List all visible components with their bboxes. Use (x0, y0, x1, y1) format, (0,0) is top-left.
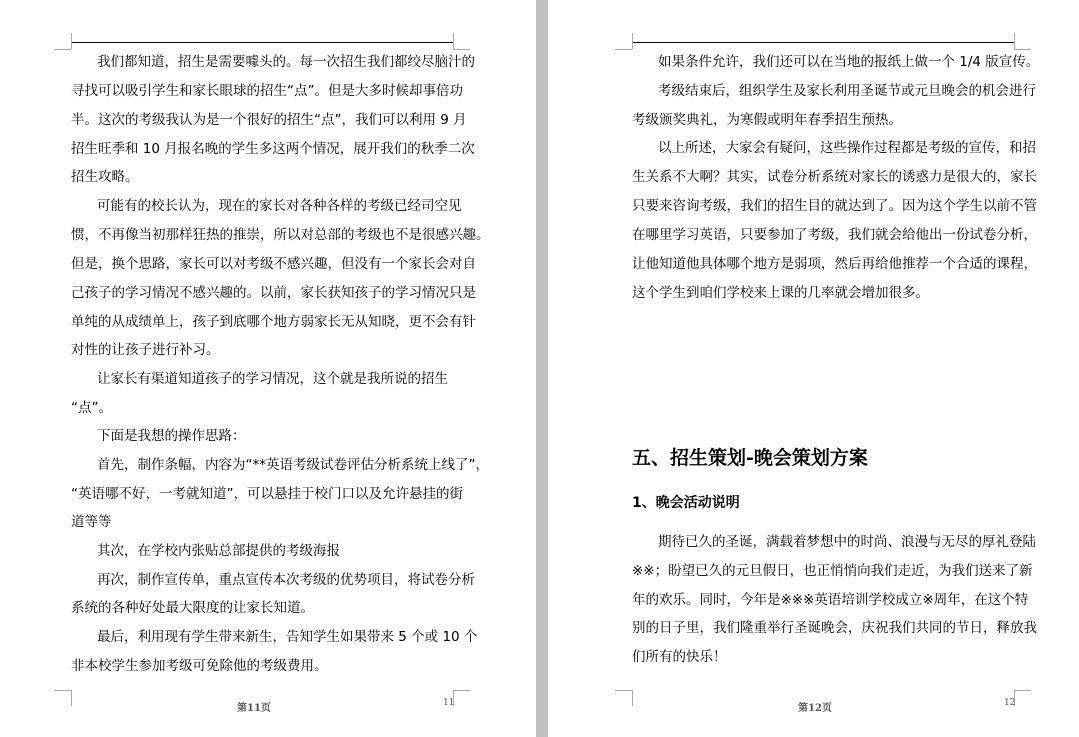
header-line (632, 42, 1014, 43)
corner-mark (1014, 49, 1031, 50)
corner-mark (54, 690, 71, 691)
text-line: 别的日子里，我们隆重举行圣诞晚会，庆祝我们共同的节日，释放我 (632, 620, 1037, 636)
text-line: 生关系不大啊？其实，试卷分析系统对家长的诱惑力是很大的，家长 (632, 169, 1037, 185)
text-line: 让家长有渠道知道孩子的学习情况，这个就是我所说的招生 (97, 371, 448, 387)
subsection-heading: 1、晚会活动说明 (632, 495, 740, 511)
text-line: 只要来咨询考级，我们的招生目的就达到了。因为这个学生以前不管 (632, 198, 1037, 214)
corner-mark (453, 49, 470, 50)
corner-mark (453, 690, 470, 691)
text-line: “英语哪不好，一考就知道”，可以悬挂于校门口以及允许悬挂的街 (71, 486, 463, 502)
text-line: 最后，利用现有学生带来新生，告知学生如果带来 5 个或 10 个 (97, 629, 478, 645)
text-line: 道等等 (71, 514, 112, 530)
text-line: 非本校学生参加考级可免除他的考级费用。 (71, 658, 328, 674)
text-line: 招生旺季和 10 月报名晚的学生多这两个情况，展开我们的秋季二次 (71, 141, 475, 157)
text-line: 单纯的从成绩单上，孩子到底哪个地方弱家长无从知晓，更不会有针 (71, 314, 476, 330)
text-line: 再次，制作宣传单，重点宣传本次考级的优势项目，将试卷分析 (97, 572, 475, 588)
text-line: 这个学生到咱们学校来上课的几率就会增加很多。 (632, 285, 929, 301)
text-line: 如果条件允许，我们还可以在当地的报纸上做一个 1/4 版宣传。 (658, 54, 1040, 70)
text-line: 己孩子的学习情况不感兴趣的。以前，家长获知孩子的学习情况只是 (71, 285, 476, 301)
section-heading: 五、招生策划-晚会策划方案 (632, 447, 868, 469)
text-line: “点”。 (71, 400, 112, 416)
text-line: 惯，不再像当初那样狂热的推崇，所以对总部的考级也不是很感兴趣。 (71, 227, 490, 243)
text-line: 系统的各种好处最大限度的让家长知道。 (71, 600, 314, 616)
page-number: 11 (443, 698, 455, 708)
text-line: 在哪里学习英语，只要参加了考级，我们就会给他出一份试卷分析， (632, 227, 1037, 243)
text-line: 首先，制作条幅，内容为“**英语考级试卷评估分析系统上线了”， (97, 457, 489, 473)
corner-mark (615, 690, 632, 691)
text-line: 我们都知道，招生是需要噱头的。每一次招生我们都绞尽脑汁的 (97, 54, 475, 70)
text-line: ※※；盼望已久的元旦假日，也正悄悄向我们走近，为我们送来了新 (632, 563, 1033, 579)
page-footer: 第11页 (237, 703, 271, 714)
text-line: 但是，换个思路，家长可以对考级不感兴趣，但没有一个家长会对自 (71, 256, 476, 272)
text-line: 以上所述，大家会有疑问，这些操作过程都是考级的宣传，和招 (658, 140, 1036, 156)
text-line: 考级颁奖典礼，为寒假或明年春季招生预热。 (632, 112, 902, 128)
text-line: 对性的让孩子进行补习。 (71, 342, 220, 358)
corner-mark (1014, 690, 1031, 691)
page-11 (0, 0, 536, 737)
corner-mark (453, 33, 454, 49)
page-number: 12 (1004, 698, 1016, 708)
text-line: 半。这次的考级我认为是一个很好的招生“点”，我们可以利用 9 月 (71, 112, 467, 128)
text-line: 招生攻略。 (71, 169, 139, 185)
corner-mark (632, 690, 633, 706)
text-line: 让他知道他具体哪个地方是弱项，然后再给他推荐一个合适的课程， (632, 256, 1037, 272)
corner-mark (71, 690, 72, 706)
text-line: 寻找可以吸引学生和家长眼球的招生“点”。但是大多时候却事倍功 (71, 83, 463, 99)
text-line: 年的欢乐。同时，今年是※※※英语培训学校成立※周年，在这个特 (632, 592, 1029, 608)
text-line: 期待已久的圣诞，满载着梦想中的时尚、浪漫与无尽的厚礼登陆 (658, 534, 1036, 550)
page-12 (548, 0, 1079, 737)
text-line: 其次，在学校内张贴总部提供的考级海报 (97, 543, 340, 559)
page-separator (536, 0, 548, 737)
text-line: 下面是我想的操作思路： (97, 428, 246, 444)
corner-mark (1014, 33, 1015, 49)
text-line: 可能有的校长认为，现在的家长对各种各样的考级已经司空见 (97, 198, 462, 214)
corner-mark (71, 33, 72, 49)
header-line (71, 42, 453, 43)
text-line: 们所有的快乐！ (632, 649, 727, 665)
corner-mark (54, 49, 71, 50)
corner-mark (615, 49, 632, 50)
page-footer: 第12页 (798, 703, 832, 714)
corner-mark (632, 33, 633, 49)
text-line: 考级结束后，组织学生及家长利用圣诞节或元旦晚会的机会进行 (658, 83, 1036, 99)
